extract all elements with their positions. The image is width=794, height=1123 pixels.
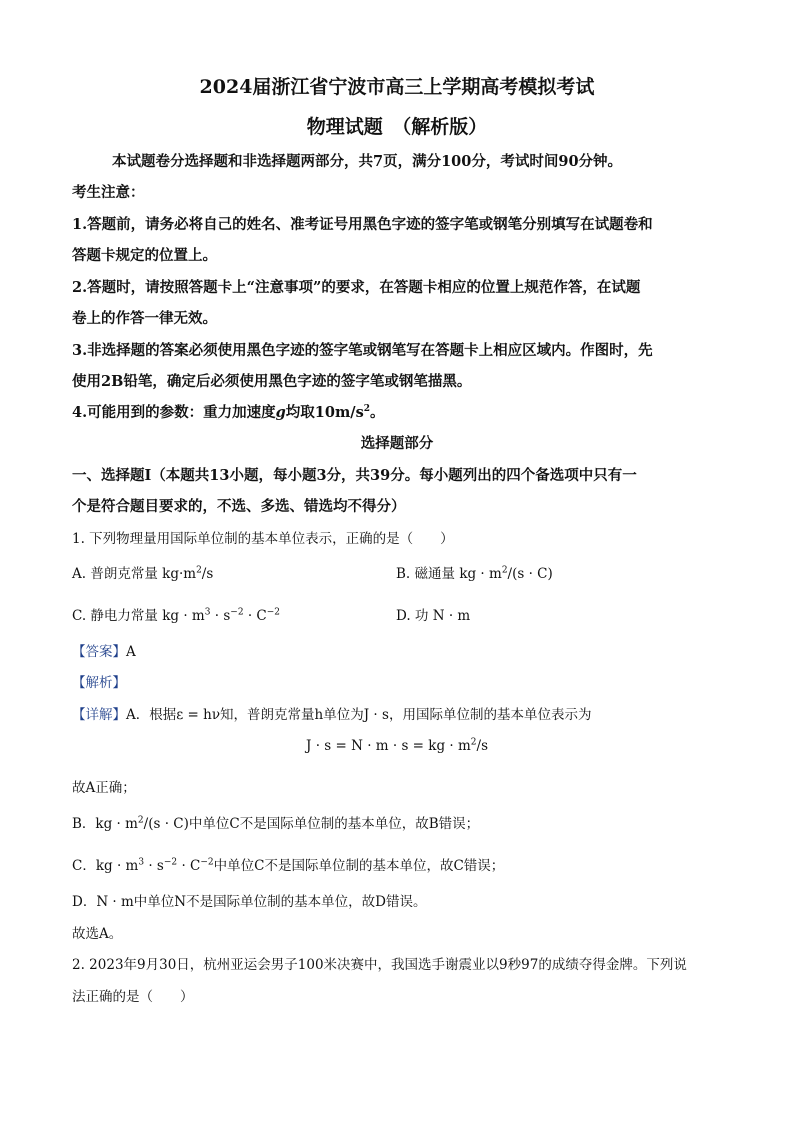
notice-item-3-line-1: 3.非选择题的答案必须使用黑色字迹的签字笔或钢笔写在答题卡上相应区域内。作图时，先: [72, 342, 653, 359]
document-title: 2024届浙江省宁波市高三上学期高考模拟考试: [199, 76, 595, 98]
q1-option-c: C. 静电力常量 kg · $m^3 \cdot s^{-2} \cdot C^{-2}$: [72, 607, 281, 624]
section-heading-line-2: 个是符合题目要求的，不选、多选、错选均不得分）: [72, 498, 406, 515]
q1-line-d: D．N · m中单位N不是国际单位制的基本单位，故D错误。: [72, 894, 427, 910]
section-title: 选择题部分: [360, 435, 434, 452]
question-1-stem: 1. 下列物理量用国际单位制的基本单位表示，正确的是（ ）: [72, 531, 454, 547]
q1-equation: J · s = N · m · s = kg · $m^2/s$: [305, 737, 488, 754]
q1-conclusion: 故选A。: [72, 926, 123, 942]
notice-item-2-line-2: 卷上的作答一律无效。: [72, 310, 217, 327]
question-2-stem-line-2: 法正确的是（ ）: [72, 989, 194, 1005]
notice-item-1-line-2: 答题卡规定的位置上。: [72, 247, 217, 264]
q1-detail: 【详解】A．根据ε = hν知，普朗克常量h单位为J · s，用国际单位制的基本单位表示为: [72, 707, 592, 723]
notice-item-3-line-2: 使用2B铅笔，确定后必须使用黑色字迹的签字笔或钢笔描黑。: [72, 373, 472, 390]
q1-analysis-tag: 【解析】: [72, 675, 126, 691]
q1-option-b: B. 磁通量 kg · $m^2/(s \cdot C)$: [396, 565, 553, 582]
notice-item-1-line-1: 1.答题前，请务必将自己的姓名、准考证号用黑色字迹的签字笔或钢笔分别填写在试题卷和: [72, 216, 653, 233]
q1-answer: 【答案】A: [72, 644, 136, 660]
q1-option-a: A. 普朗克常量 $kg\cdot m^2/s$: [72, 565, 214, 582]
q1-line-a: 故A正确；: [72, 780, 136, 796]
q1-line-c: C．kg · $m^3 \cdot s^{-2} \cdot C^{-2}$中单位C不是国际单位制的基本单位，故C错误；: [72, 857, 505, 874]
document-subtitle: 物理试题 （解析版）: [306, 116, 488, 138]
question-2-stem-line-1: 2. 2023年9月30日，杭州亚运会男子100米决赛中，我国选手谢震业以9秒97的成绩夺得金牌。下列说: [72, 957, 687, 973]
notice-item-2-line-1: 2.答题时，请按照答题卡上“注意事项”的要求，在答题卡相应的位置上规范作答，在试题: [72, 279, 641, 296]
notice-item-4: 4.可能用到的参数：重力加速度g均取$10m/s^2$。: [72, 404, 385, 421]
q1-option-d: D. 功 N · m: [396, 608, 471, 624]
notice-heading: 考生注意：: [72, 184, 145, 201]
q1-line-b: B．kg · $m^2/(s \cdot C)$中单位C不是国际单位制的基本单位，故B错误；: [72, 815, 480, 832]
section-heading-line-1: 一、选择题Ⅰ（本题共13小题，每小题3分，共39分。每小题列出的四个备选项中只有一: [72, 467, 637, 484]
exam-intro: 本试题卷分选择题和非选择题两部分，共7页，满分100分，考试时间90分钟。: [112, 153, 623, 170]
